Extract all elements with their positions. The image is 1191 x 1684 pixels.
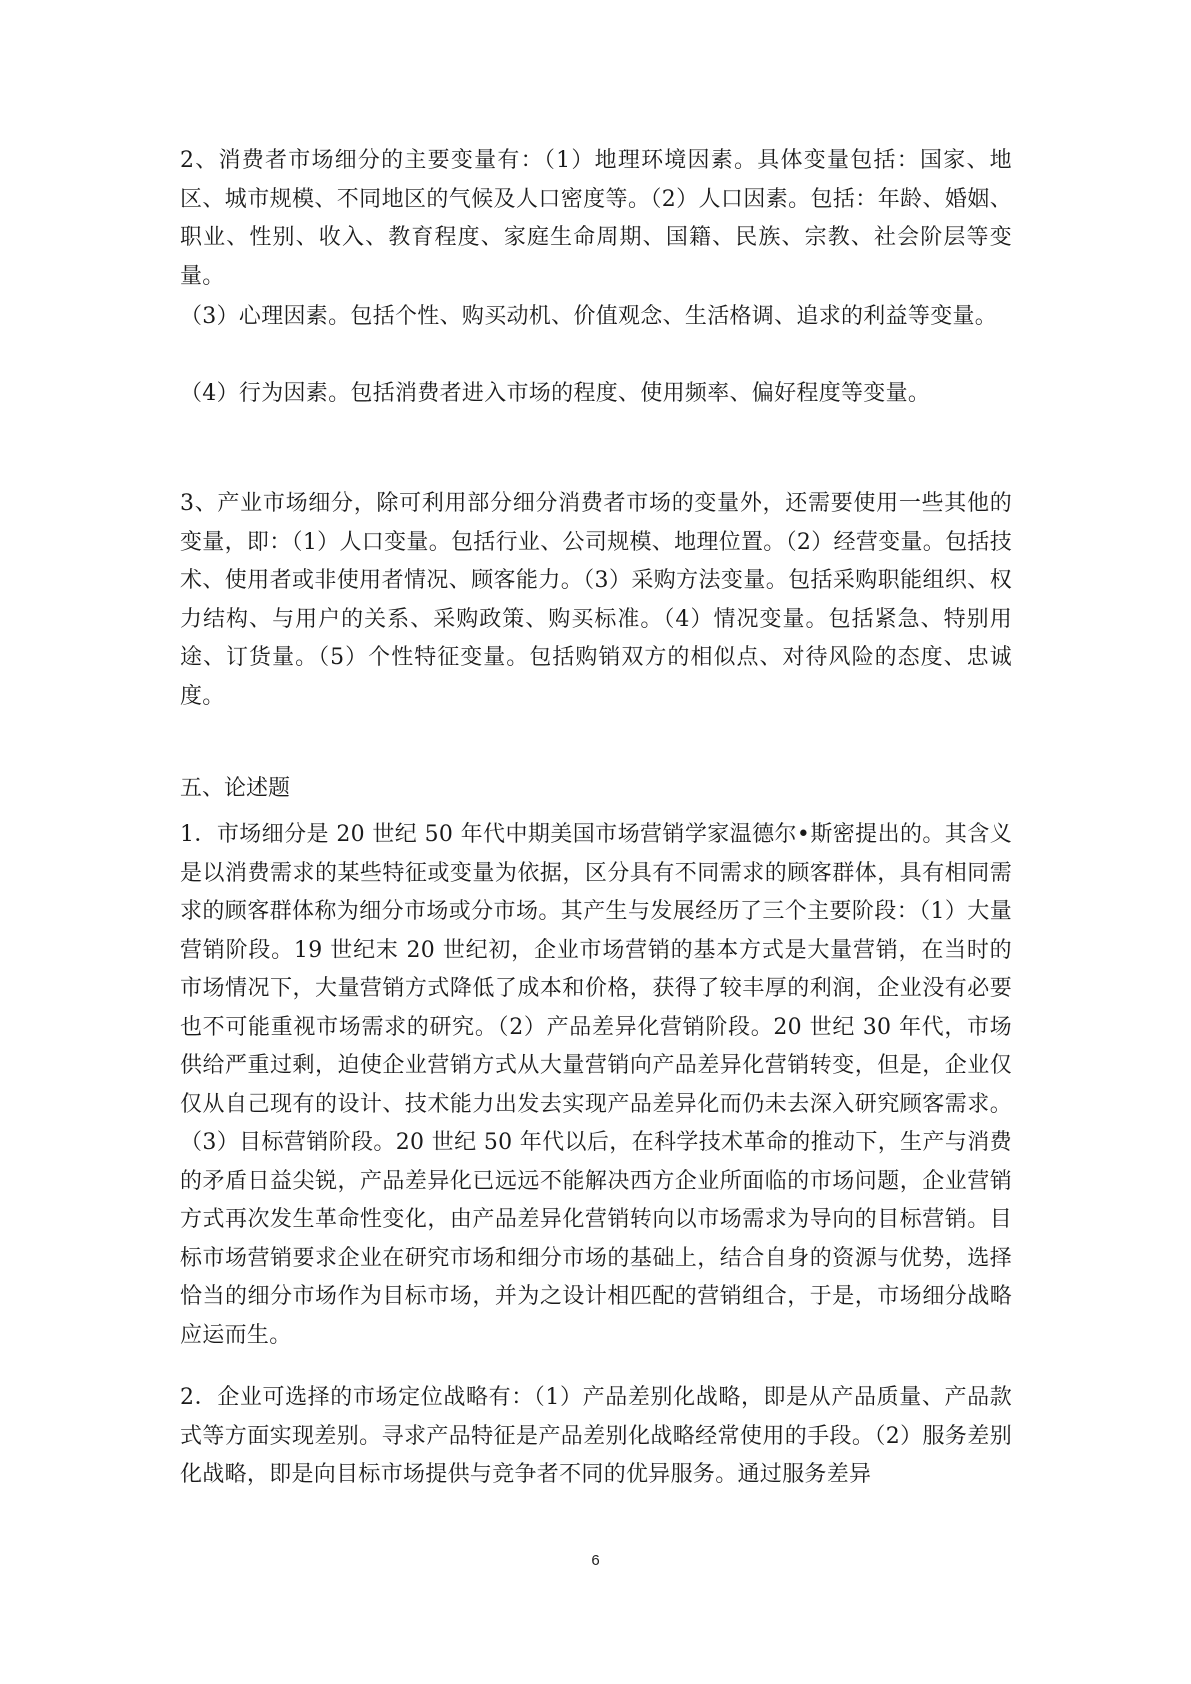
section-heading-essay-questions: 五、论述题	[180, 776, 291, 801]
paragraph-behavioral-factors: （4）行为因素。包括消费者进入市场的程度、使用频率、偏好程度等变量。	[180, 381, 931, 406]
paragraph-industrial-market-segmentation: 3、产业市场细分，除可利用部分细分消费者市场的变量外，还需要使用一些其他的变量，即：（1）人口变量。包括行业、公司规模、地理位置。（2）经营变量。包括技术、使用者或非使用者情况、顾客能力。（3）采购方法变量。包括采购职能组织、权力结构、与用户的关系、采购政策、购买标准。（4）情况变量。包括紧急、特别用途、订货量。（5）个性特征变量。包括购销双方的相似点、对待风险的态度、忠诚度。	[180, 491, 1012, 709]
paragraph-essay-positioning-strategies: 2．企业可选择的市场定位战略有：（1）产品差别化战略，即是从产品质量、产品款式等方面实现差别。寻求产品特征是产品差别化战略经常使用的手段。（2）服务差别化战略，即是向目标市场提供与竞争者不同的优异服务。通过服务差异	[180, 1385, 1012, 1487]
paragraph-psychological-factors: （3）心理因素。包括个性、购买动机、价值观念、生活格调、追求的利益等变量。	[180, 304, 998, 329]
paragraph-essay-market-segmentation: 1．市场细分是 20 世纪 50 年代中期美国市场营销学家温德尔•斯密提出的。其含义是以消费需求的某些特征或变量为依据，区分具有不同需求的顾客群体，具有相同需求的顾客群体称为细分市场或分市场。其产生与发展经历了三个主要阶段：（1）大量营销阶段。19 世纪末 20 世纪初，企业市场营销的基本方式是大量营销，在当时的市场情况下，大量营销方式降低了成本和价格，获得了较丰厚的利润，企业没有必要也不可能重视市场需求的研究。（2）产品差异化营销阶段。20 世纪 30 年代，市场供给严重过剩，迫使企业营销方式从大量营销向产品差异化营销转变，但是，企业仅仅从自己现有的设计、技术能力出发去实现产品差异化而仍未去深入研究顾客需求。（3）目标营销阶段。20 世纪 50 年代以后，在科学技术革命的推动下，生产与消费的矛盾日益尖锐，产品差异化已远远不能解决西方企业所面临的市场问题，企业营销方式再次发生革命性变化，由产品差异化营销转向以市场需求为导向的目标营销。目标市场营销要求企业在研究市场和细分市场的基础上，结合自身的资源与优势，选择恰当的细分市场作为目标市场，并为之设计相匹配的营销组合，于是，市场细分战略应运而生。	[180, 822, 1012, 1348]
paragraph-consumer-market-variables: 2、消费者市场细分的主要变量有：（1）地理环境因素。具体变量包括：国家、地区、城市规模、不同地区的气候及人口密度等。（2）人口因素。包括：年龄、婚姻、职业、性别、收入、教育程度、家庭生命周期、国籍、民族、宗教、社会阶层等变量。	[180, 148, 1012, 289]
page-number: 6	[591, 1552, 600, 1569]
